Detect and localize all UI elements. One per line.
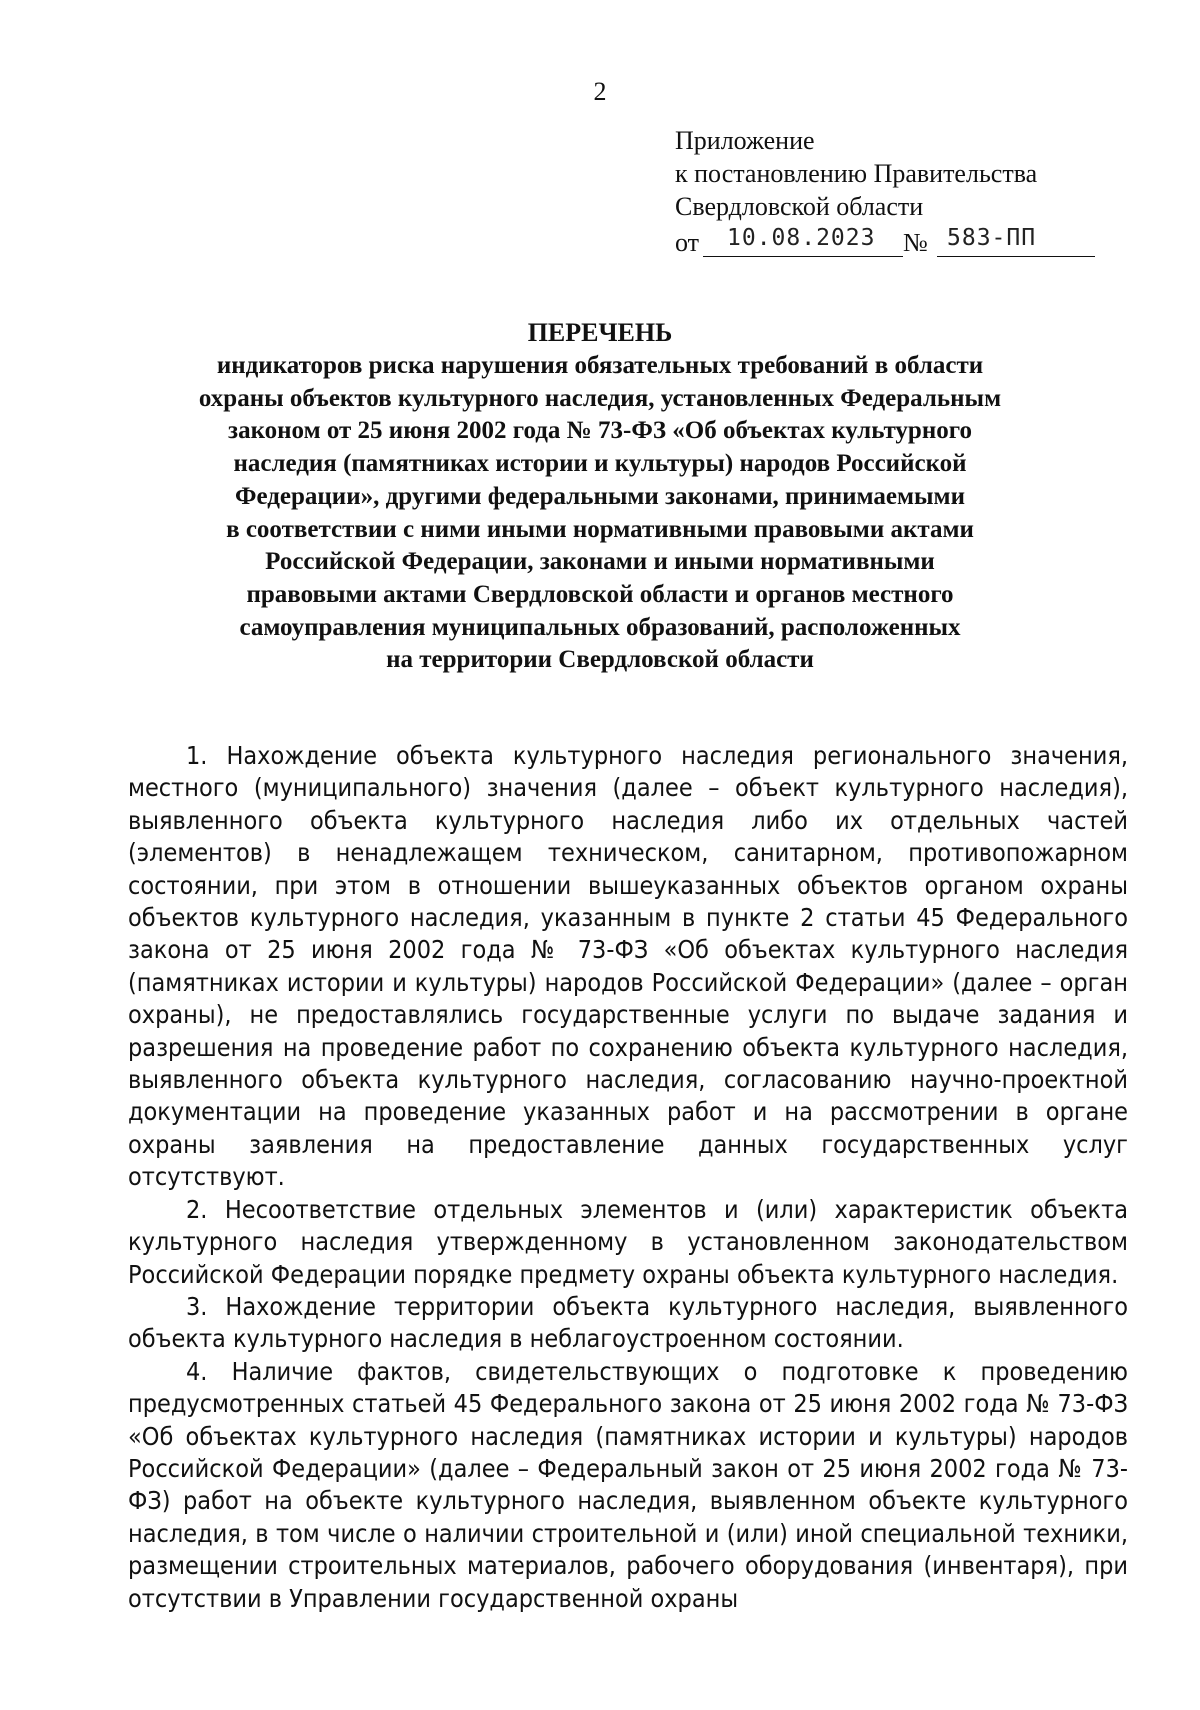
- paragraph-2: 2. Несоответствие отдельных элементов и (или) характеристик объекта культурного наследия утвержденному в установленном законодательством Российской Федерации порядке предмету охраны объекта культурного наследия.: [128, 1194, 1128, 1289]
- appendix-date-line: [675, 223, 1135, 261]
- page-number: 2: [593, 77, 607, 106]
- appendix-line-2: к постановлению Правительства: [675, 159, 1038, 188]
- number-label: №: [903, 228, 928, 257]
- appendix-block: [675, 124, 1135, 261]
- appendix-line-3: Свердловской области: [675, 192, 924, 221]
- title-heading: ПЕРЕЧЕНЬ: [527, 318, 673, 347]
- title-line: Российской Федерации, законами и иными нормативными: [265, 548, 935, 576]
- title-line: охраны объектов культурного наследия, установленных Федеральным: [198, 384, 1002, 412]
- date-label: от: [675, 228, 700, 257]
- number-value: 583-ПП: [947, 225, 1037, 251]
- title-line: индикаторов риска нарушения обязательных требований в области: [216, 352, 984, 379]
- title-line: Федерации», другими федеральными законами, принимаемыми: [235, 482, 965, 510]
- title-line: самоуправления муниципальных образований, расположенных: [239, 613, 961, 641]
- title-line: в соответствии с ними иными нормативными правовыми актами: [226, 515, 974, 543]
- paragraph-3: 3. Нахождение территории объекта культурного наследия, выявленного объекта культурного наследия в неблагоустроенном состоянии.: [128, 1291, 1128, 1354]
- appendix-line-1: Приложение: [675, 126, 815, 155]
- title-line: на территории Свердловской области: [386, 646, 814, 674]
- document-title: [150, 316, 1050, 677]
- document-body: [128, 740, 1128, 1615]
- paragraph-1: 1. Нахождение объекта культурного наследия регионального значения, местного (муниципального) значения (далее – объект культурного наследия), выявленного объекта культурного наследия либо их отдельных частей (элементов) в ненадлежащем техническом, санитарном, противопожарном состоянии, при этом в отношении вышеуказанных объектов органом охраны объектов культурного наследия, указанным в пункте 2 статьи 45 Федерального закона от 25 июня 2002 года № 73-ФЗ «Об объектах культурного наследия (памятниках истории и культуры) народов Российской Федерации» (далее – орган охраны), не предоставлялись государственные услуги по выдаче задания и разрешения на проведение работ по сохранению объекта культурного наследия, выявленного объекта культурного наследия, согласованию научно-проектной документации на проведение указанных работ и на рассмотрении в органе охраны заявления на предоставление данных государственных услуг отсутствуют.: [128, 741, 1128, 1192]
- title-line: законом от 25 июня 2002 года № 73-ФЗ «Об объектах культурного: [228, 417, 972, 445]
- date-value: 10.08.2023: [727, 225, 876, 251]
- title-line: наследия (памятниках истории и культуры) народов Российской: [233, 450, 967, 478]
- title-line: правовыми актами Свердловской области и органов местного: [246, 580, 954, 608]
- paragraph-4: 4. Наличие фактов, свидетельствующих о подготовке к проведению предусмотренных статьей 45 Федерального закона от 25 июня 2002 года № 73-ФЗ «Об объектах культурного наследия (памятниках истории и культуры) народов Российской Федерации» (далее – Федеральный закон от 25 июня 2002 года № 73-ФЗ) работ на объекте культурного наследия, выявленном объекте культурного наследия, в том числе о наличии строительной и (или) иной специальной техники, размещении строительных материалов, рабочего оборудования (инвентаря), при отсутствии в Управлении государственной охраны: [128, 1356, 1128, 1613]
